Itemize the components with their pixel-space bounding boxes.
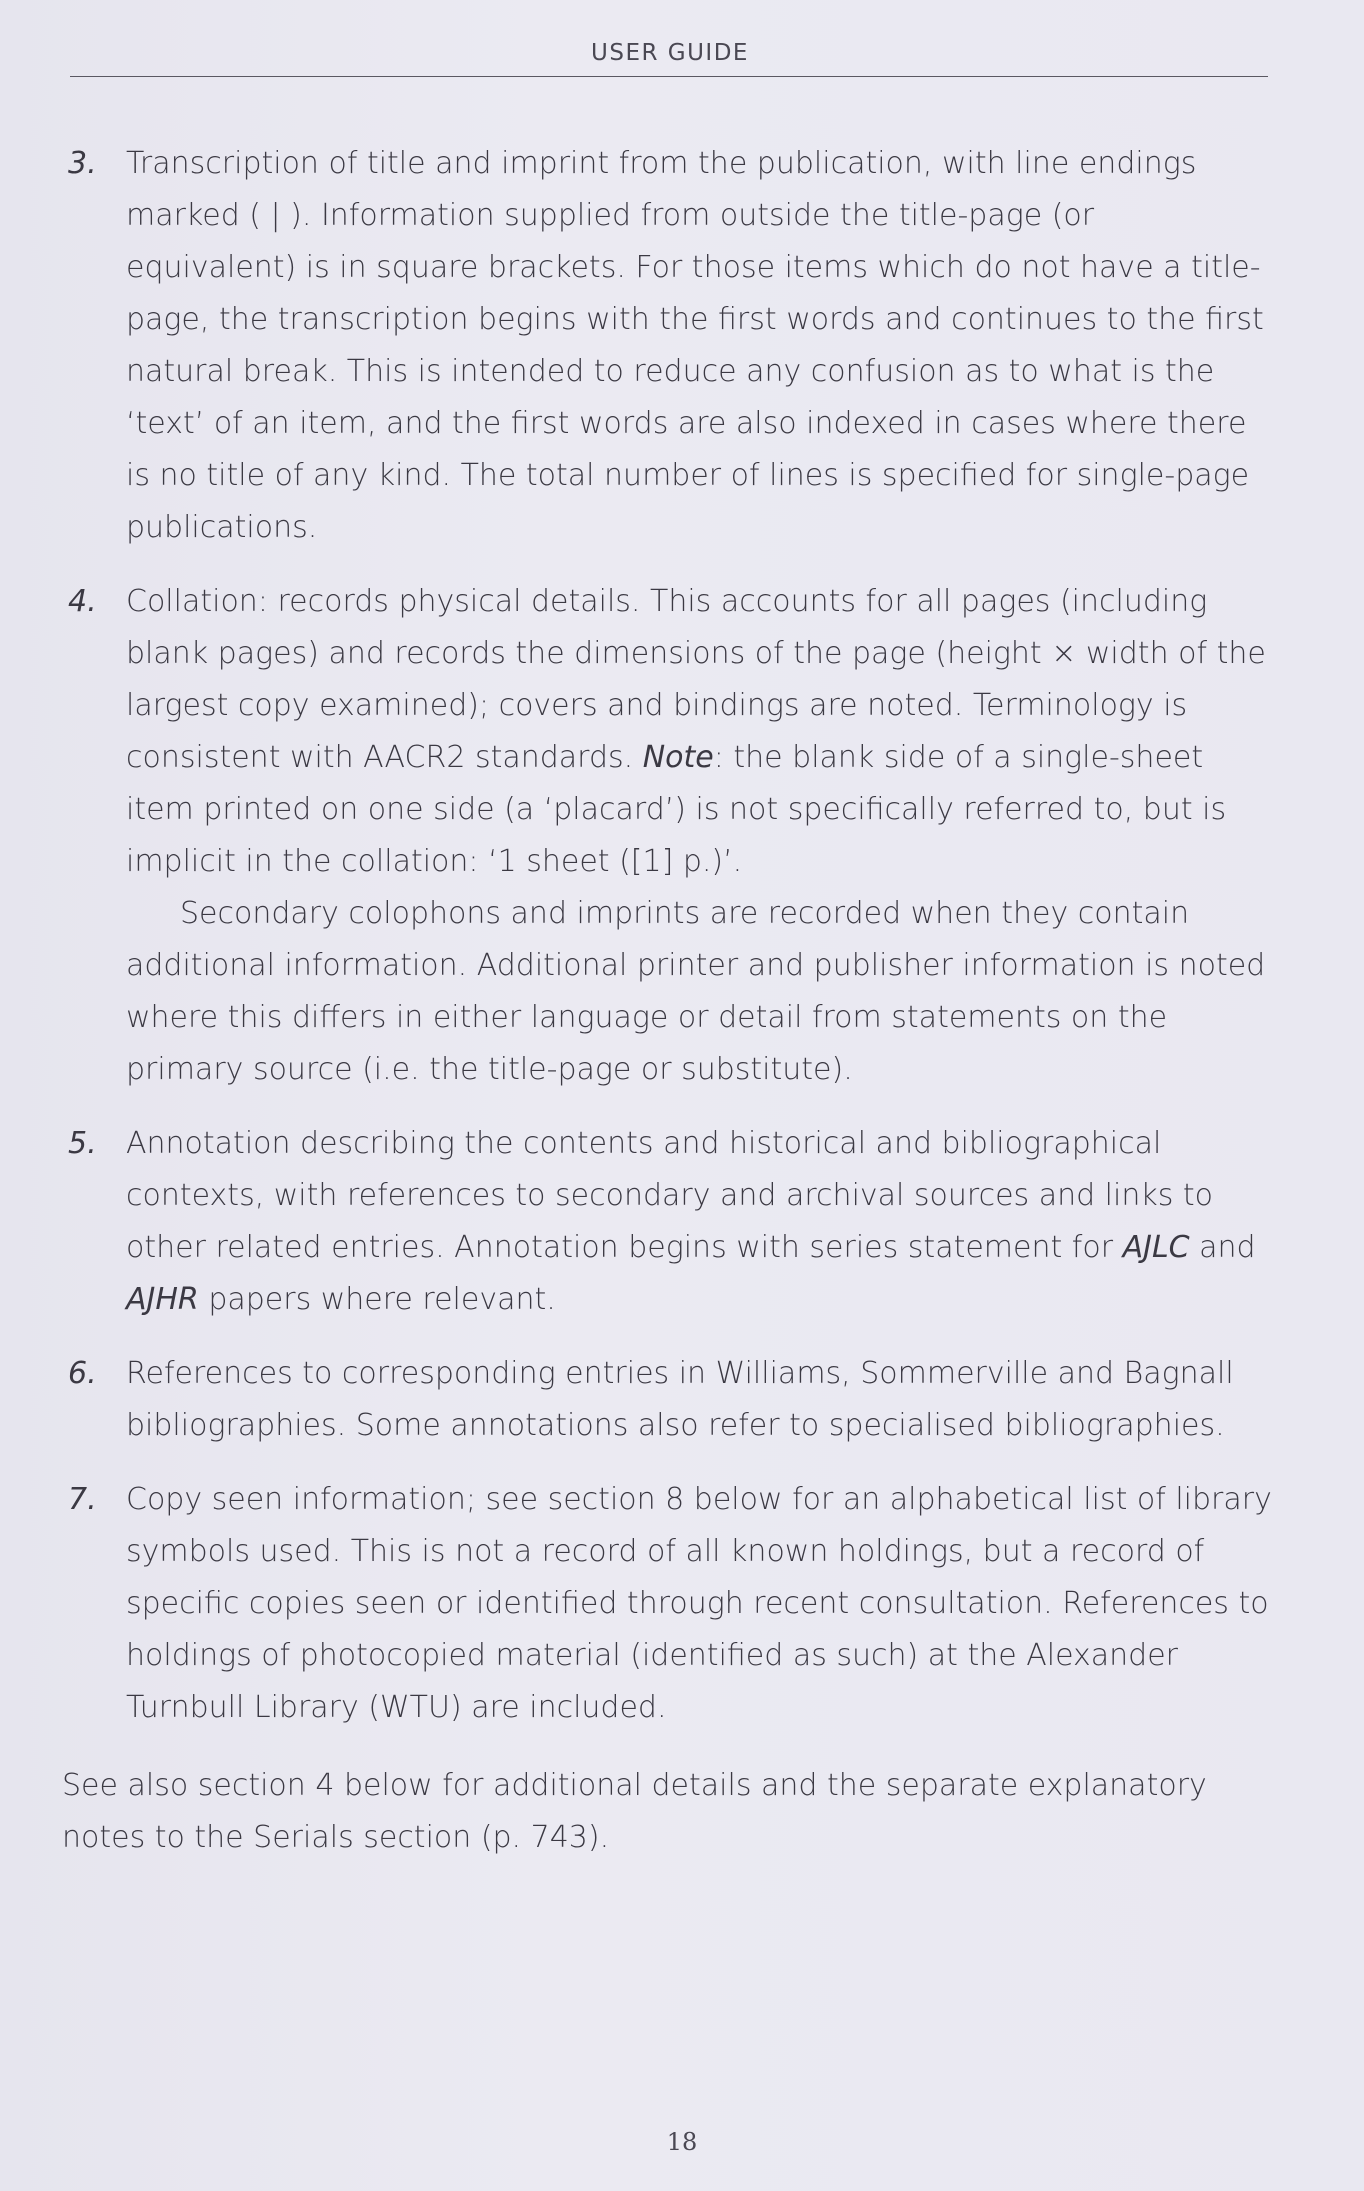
- list-item-7: [62, 1474, 1272, 1734]
- list-item-5: [62, 1118, 1272, 1326]
- closing-paragraph: See also section 4 below for additional details and the separate explanatory notes to the Serials section (p. 743).: [62, 1768, 1207, 1855]
- list-item-3: [62, 138, 1272, 554]
- list-item-4: [62, 576, 1272, 1096]
- series-ajhr: AJHR: [126, 1282, 199, 1317]
- item-paragraph: References to corresponding entries in Williams, Sommerville and Bagnall bibliographies. Some annotations also refer to specialised bibliographies.: [126, 1356, 1234, 1443]
- annotation-text: Annotation describing the contents and historical and bibliographical contexts, with references to secondary and archival sources and links to other related entries. Annotation begins with series statement for: [126, 1126, 1214, 1265]
- series-ajlc: AJLC: [1122, 1230, 1190, 1265]
- note-label: Note: [642, 740, 714, 775]
- header-rule: [70, 76, 1268, 77]
- collation-note-text: : the blank side of a single-sheet item printed on one side (a ‘placard’) is not specifically referred to, but is implicit in the collation: ‘1 sheet ([1] p.)’.: [126, 740, 1227, 879]
- annotation-conjunction: and: [1189, 1230, 1256, 1265]
- list-item-6: [62, 1348, 1272, 1452]
- item-paragraph-secondary: Secondary colophons and imprints are recorded when they contain additional information. Additional printer and publisher information is noted where this differs in either language or detail from statements on the primary source (i.e. the title-page or substitute).: [126, 896, 1266, 1087]
- item-number: 3.: [68, 146, 97, 181]
- annotation-text-end: papers where relevant.: [198, 1282, 556, 1317]
- item-number: 6.: [68, 1356, 97, 1391]
- running-head: USER GUIDE: [591, 40, 749, 66]
- page-body: [62, 138, 1272, 1894]
- item-paragraph: Transcription of title and imprint from the publication, with line endings marked ( | ). Information supplied from outside the title-page (or equivalent) is in square brackets. For those items which do not have a title-page, the transcription begins with the first words and continues to the first natural break. This is intended to reduce any confusion as to what is the ‘text’ of an item, and the first words are also indexed in cases where there is no title of any kind. The total number of lines is specified for single-page publications.: [126, 146, 1264, 545]
- page-number: 18: [666, 2128, 698, 2156]
- item-number: 4.: [68, 584, 97, 619]
- item-paragraph: [126, 1118, 1272, 1326]
- collation-text: Collation: records physical details. This accounts for all pages (including blank pages) and records the dimensions of the page (height × width of the largest copy examined); covers and bindings are noted. Terminology is consistent with AACR2 standards.: [126, 584, 1266, 775]
- item-paragraph: [126, 576, 1272, 888]
- item-number: 5.: [68, 1126, 97, 1161]
- item-paragraph: Copy seen information; see section 8 below for an alphabetical list of library symbols used. This is not a record of all known holdings, but a record of specific copies seen or identified through recent consultation. References to holdings of photocopied material (identified as such) at the Alexander Turnbull Library (WTU) are included.: [126, 1482, 1272, 1725]
- item-number: 7.: [68, 1482, 97, 1517]
